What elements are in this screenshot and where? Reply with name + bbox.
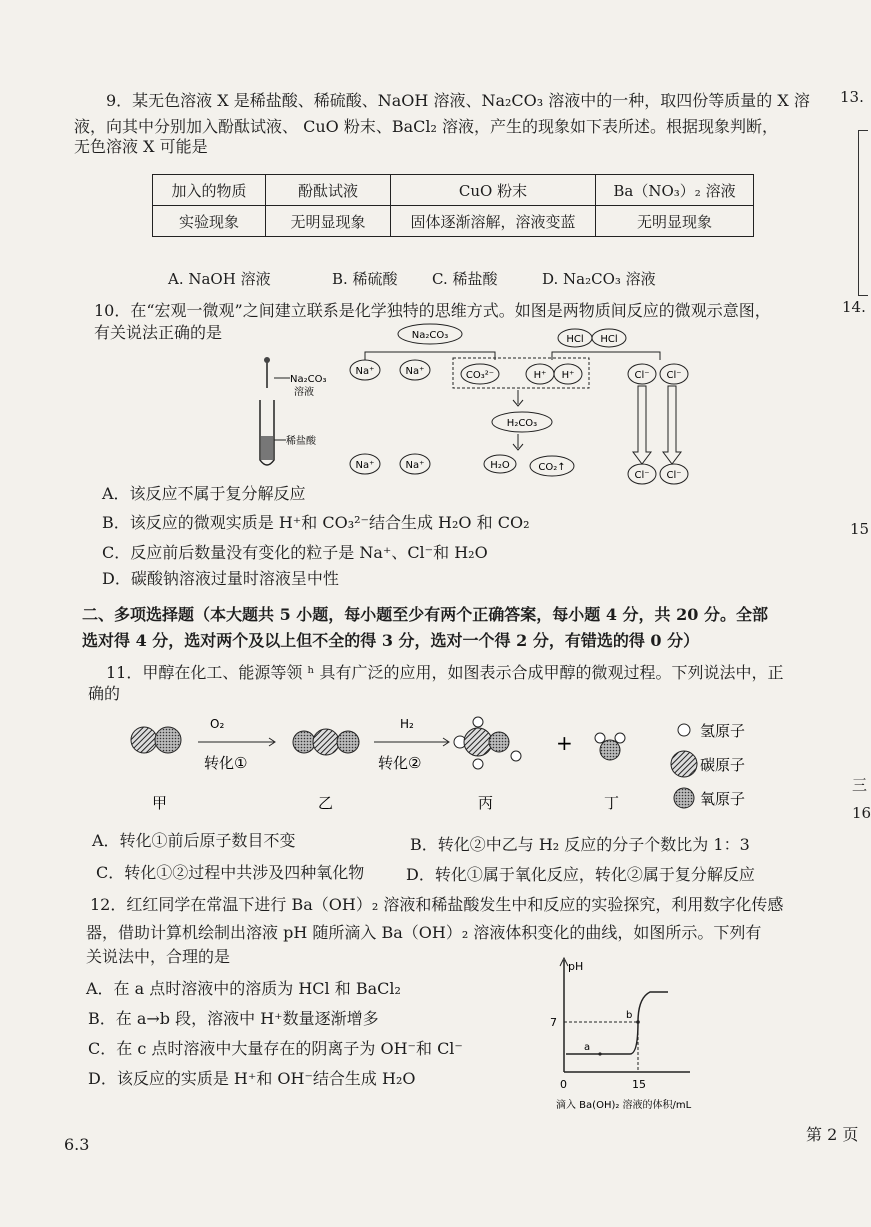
edge-table-fragment (858, 130, 868, 296)
plus-sign: + (556, 731, 573, 755)
table-row (153, 206, 754, 237)
o2-label: O₂ (210, 717, 225, 731)
arrow-down-icon (513, 434, 523, 450)
q11-line1: 11．甲醇在化工、能源等领 ʰ 具有广泛的应用，如图表示合成甲醇的微观过程。下列说法中，正 (106, 663, 784, 682)
table-cell: 固体逐渐溶解，溶液变蓝 (391, 206, 596, 237)
legend-hydrogen: 氢原子 (700, 722, 746, 740)
q11-option-d: D．转化①属于氧化反应，转化②属于复分解反应 (406, 865, 755, 884)
na2co3-label: Na₂CO₃ (411, 330, 449, 341)
q12-line2: 器，借助计算机绘制出溶液 pH 随所滴入 Ba（OH）₂ 溶液体积变化的曲线，如图所示。下列有 (86, 923, 762, 942)
oxygen-atom-icon (674, 788, 694, 808)
test-tube-icon (260, 357, 274, 465)
table-cell: 实验现象 (153, 206, 266, 237)
edge-15: 15 (850, 520, 870, 538)
legend-oxygen: 氧原子 (700, 790, 746, 808)
h-ion-label: H⁺ (561, 370, 575, 381)
carbon-atom-icon (671, 751, 697, 777)
q9-option-d: D. Na₂CO₃ 溶液 (542, 270, 656, 288)
arrow-down-icon (513, 390, 523, 406)
point-b-label: b (626, 1010, 633, 1021)
na-ion-label: Na⁺ (405, 366, 425, 377)
na-ion-label: Na⁺ (355, 366, 375, 377)
table-cell: Ba（NO₃）₂ 溶液 (596, 175, 754, 206)
hcl-label: HCl (600, 334, 618, 345)
y-axis-label: pH (568, 960, 584, 973)
h2-label: H₂ (400, 717, 414, 731)
water-label: H₂O (490, 460, 510, 471)
h2co3-label: H₂CO₃ (506, 418, 538, 429)
section2-line2: 选对得 4 分，选对两个及以上但不全的得 3 分，选对一个得 2 分，有错选的得 0 分） (82, 631, 700, 650)
cl-ion-label: Cl⁻ (634, 370, 650, 381)
tube-solution-label: Na₂CO₃ (290, 374, 327, 385)
x-tick-0: 0 (560, 1078, 567, 1091)
q10-option-b: B．该反应的微观实质是 H⁺和 CO₃²⁻结合生成 H₂O 和 CO₂ (102, 513, 530, 532)
x-axis-caption: 滴入 Ba(OH)₂ 溶液的体积/mL (556, 1100, 692, 1111)
q9-observation-table (152, 174, 754, 237)
arrow-down-icon (663, 386, 681, 464)
q10-option-d: D．碳酸钠溶液过量时溶液呈中性 (102, 569, 339, 588)
q10-reaction-diagram (250, 318, 700, 490)
tube-acid-label: 稀盐酸 (286, 436, 316, 447)
table-cell: 无明显现象 (266, 206, 391, 237)
edge-14: 14. (842, 298, 866, 316)
q10-option-a: A．该反应不属于复分解反应 (102, 484, 306, 503)
label-jia: 甲 (152, 794, 168, 812)
co2-label: CO₂↑ (538, 462, 566, 473)
table-cell: 加入的物质 (153, 175, 266, 206)
methanol-molecule (454, 717, 521, 769)
q12-option-d: D．该反应的实质是 H⁺和 OH⁻结合生成 H₂O (88, 1069, 416, 1088)
label-yi: 乙 (318, 794, 334, 812)
page-number: 第 2 页 (806, 1125, 859, 1144)
q12-line1: 12．红红同学在常温下进行 Ba（OH）₂ 溶液和稀盐酸发生中和反应的实验探究，利用数字化传感 (90, 895, 784, 914)
table-cell: CuO 粉末 (391, 175, 596, 206)
step1-label: 转化① (204, 754, 248, 772)
cl-ion-label: Cl⁻ (634, 470, 650, 481)
q11-methanol-diagram (126, 710, 766, 822)
na-ion-label: Na⁺ (355, 460, 375, 471)
q10-option-c: C．反应前后数量没有变化的粒子是 Na⁺、Cl⁻和 H₂O (102, 543, 488, 562)
edge-san: 三 (852, 776, 868, 794)
tube-solution-label2: 溶液 (294, 387, 314, 398)
legend-carbon: 碳原子 (700, 756, 746, 774)
footer-left: 6.3 (64, 1135, 90, 1154)
q12-line3: 关说法中，合理的是 (86, 947, 231, 966)
na-ion-label: Na⁺ (405, 460, 425, 471)
water-molecule (595, 733, 625, 760)
q9-line1: 9．某无色溶液 X 是稀盐酸、稀硫酸、NaOH 溶液、Na₂CO₃ 溶液中的一种，取四份等质量的 X 溶 (106, 91, 810, 110)
h-ion-label: H⁺ (533, 370, 547, 381)
q11-option-b: B．转化②中乙与 H₂ 反应的分子个数比为 1：3 (410, 835, 750, 854)
q11-option-c: C．转化①②过程中共涉及四种氧化物 (96, 863, 365, 882)
edge-16: 16 (852, 804, 871, 822)
q9-line3: 无色溶液 X 可能是 (74, 137, 208, 156)
y-tick-7: 7 (550, 1016, 557, 1029)
section2-line1: 二、多项选择题（本大题共 5 小题，每小题至少有两个正确答案，每小题 4 分，共 20 分。全部 (82, 605, 768, 624)
q9-option-b: B. 稀硫酸 (332, 270, 398, 288)
cl-ion-label: Cl⁻ (666, 470, 682, 481)
step2-label: 转化② (378, 754, 422, 772)
cl-ion-label: Cl⁻ (666, 370, 682, 381)
table-cell: 酚酞试液 (266, 175, 391, 206)
label-bing: 丙 (478, 794, 494, 812)
hydrogen-atom-icon (678, 724, 690, 736)
q12-option-a: A．在 a 点时溶液中的溶质为 HCl 和 BaCl₂ (86, 979, 401, 998)
carbonate-label: CO₃²⁻ (465, 370, 495, 381)
arrow-down-icon (633, 386, 651, 464)
q12-option-c: C．在 c 点时溶液中大量存在的阴离子为 OH⁻和 Cl⁻ (88, 1039, 463, 1058)
q9-option-c: C. 稀盐酸 (432, 270, 498, 288)
point-a-label: a (584, 1042, 591, 1053)
edge-13: 13. (840, 88, 864, 106)
co-molecule (131, 727, 181, 753)
hcl-label: HCl (566, 334, 584, 345)
q11-line2: 确的 (88, 684, 121, 703)
q10-line2: 有关说法正确的是 (94, 323, 223, 342)
label-ding: 丁 (604, 794, 620, 812)
q9-option-a: A. NaOH 溶液 (168, 270, 271, 288)
q10-line1: 10．在“宏观一微观”之间建立联系是化学独特的思维方式。如图是两物质间反应的微观示意图， (94, 301, 771, 320)
table-row (153, 175, 754, 206)
co2-molecule (293, 729, 359, 755)
q12-option-b: B．在 a→b 段，溶液中 H⁺数量逐渐增多 (88, 1009, 379, 1028)
ph-curve (566, 992, 668, 1054)
x-tick-15: 15 (632, 1078, 646, 1091)
table-cell: 无明显现象 (596, 206, 754, 237)
q11-option-a: A．转化①前后原子数目不变 (92, 831, 296, 850)
q9-line2: 液，向其中分别加入酚酞试液、 CuO 粉末、BaCl₂ 溶液，产生的现象如下表所述。根据现象判断， (74, 117, 778, 136)
q12-ph-graph (540, 954, 750, 1120)
